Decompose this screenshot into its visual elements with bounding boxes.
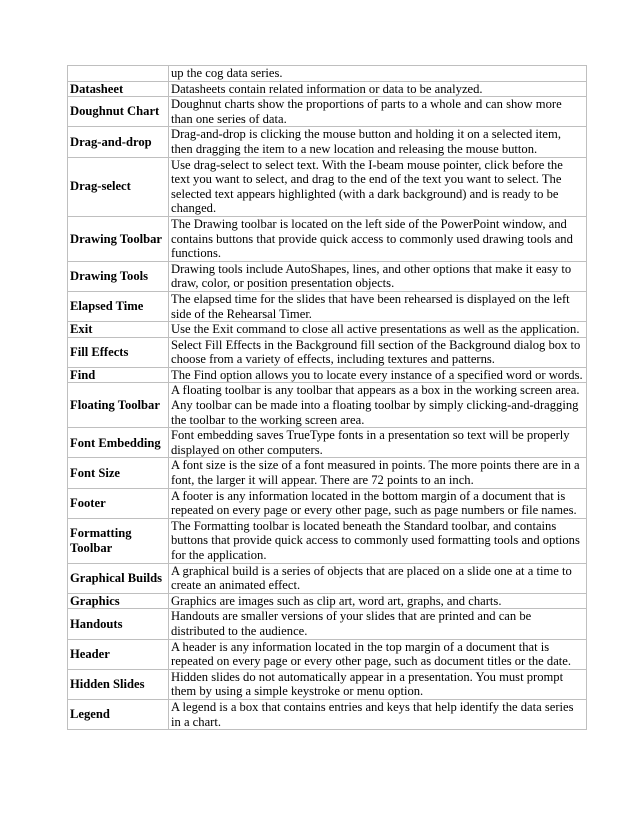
glossary-definition: A floating toolbar is any toolbar that appears as a box in the working screen area. Any toolbar can be made into a floating toolbar by simply clicking-and-dragging the toolbar to the working screen area.	[169, 383, 587, 428]
glossary-definition: Font embedding saves TrueType fonts in a presentation so text will be properly displayed on other computers.	[169, 428, 587, 458]
glossary-row	[68, 127, 587, 157]
glossary-definition: Select Fill Effects in the Background fill section of the Background dialog box to choose from a variety of effects, including textures and patterns.	[169, 337, 587, 367]
glossary-term: Font Embedding	[68, 428, 169, 458]
glossary-term: Graphical Builds	[68, 563, 169, 593]
glossary-term: Fill Effects	[68, 337, 169, 367]
glossary-term: Drag-select	[68, 157, 169, 216]
glossary-definition: A footer is any information located in the bottom margin of a document that is repeated on every page or every other page, such as page numbers or file names.	[169, 488, 587, 518]
glossary-definition: up the cog data series.	[169, 66, 587, 82]
glossary-definition: A font size is the size of a font measured in points. The more points there are in a font, the larger it will appear. There are 72 points to an inch.	[169, 458, 587, 488]
glossary-definition: The Drawing toolbar is located on the left side of the PowerPoint window, and contains buttons that provide quick access to commonly used drawing tools and functions.	[169, 216, 587, 261]
glossary-definition: A legend is a box that contains entries and keys that help identify the data series in a chart.	[169, 699, 587, 729]
glossary-row	[68, 337, 587, 367]
glossary-term: Elapsed Time	[68, 291, 169, 321]
glossary-definition: Handouts are smaller versions of your slides that are printed and can be distributed to the audience.	[169, 609, 587, 639]
glossary-term	[68, 66, 169, 82]
glossary-term: Formatting Toolbar	[68, 518, 169, 563]
glossary-term: Drawing Toolbar	[68, 216, 169, 261]
glossary-definition: Hidden slides do not automatically appear in a presentation. You must prompt them by using a simple keystroke or menu option.	[169, 669, 587, 699]
glossary-row	[68, 699, 587, 729]
glossary-term: Font Size	[68, 458, 169, 488]
glossary-definition: A header is any information located in the top margin of a document that is repeated on every page or every other page, such as document titles or the date.	[169, 639, 587, 669]
glossary-definition: The Formatting toolbar is located beneath the Standard toolbar, and contains buttons that provide quick access to commonly used formatting tools and options for the application.	[169, 518, 587, 563]
glossary-row	[68, 669, 587, 699]
glossary-definition: Use the Exit command to close all active presentations as well as the application.	[169, 322, 587, 338]
glossary-definition: Doughnut charts show the proportions of parts to a whole and can show more than one series of data.	[169, 97, 587, 127]
glossary-definition: Drawing tools include AutoShapes, lines, and other options that make it easy to draw, color, or position presentation objects.	[169, 261, 587, 291]
glossary-row	[68, 367, 587, 383]
glossary-term: Legend	[68, 699, 169, 729]
glossary-definition: Use drag-select to select text. With the I-beam mouse pointer, click before the text you want to select, and drag to the end of the text you want to select. The selected text appears highlighted (with a dark background) and is ready to be changed.	[169, 157, 587, 216]
glossary-row	[68, 383, 587, 428]
glossary-term: Floating Toolbar	[68, 383, 169, 428]
glossary-term: Graphics	[68, 593, 169, 609]
glossary-definition: Datasheets contain related information or data to be analyzed.	[169, 81, 587, 97]
glossary-term: Doughnut Chart	[68, 97, 169, 127]
glossary-row	[68, 322, 587, 338]
glossary-term: Find	[68, 367, 169, 383]
glossary-row	[68, 216, 587, 261]
glossary-body	[68, 66, 587, 730]
glossary-row	[68, 81, 587, 97]
glossary-row	[68, 639, 587, 669]
glossary-definition: A graphical build is a series of objects that are placed on a slide one at a time to create an animated effect.	[169, 563, 587, 593]
glossary-term: Handouts	[68, 609, 169, 639]
glossary-term: Exit	[68, 322, 169, 338]
glossary-term: Datasheet	[68, 81, 169, 97]
glossary-row	[68, 488, 587, 518]
glossary-definition: Drag-and-drop is clicking the mouse button and holding it on a selected item, then dragging the item to a new location and releasing the mouse button.	[169, 127, 587, 157]
glossary-term: Drag-and-drop	[68, 127, 169, 157]
glossary-row	[68, 291, 587, 321]
glossary-definition: Graphics are images such as clip art, word art, graphs, and charts.	[169, 593, 587, 609]
glossary-row	[68, 593, 587, 609]
glossary-term: Drawing Tools	[68, 261, 169, 291]
glossary-row	[68, 97, 587, 127]
glossary-row	[68, 66, 587, 82]
glossary-row	[68, 261, 587, 291]
glossary-row	[68, 518, 587, 563]
glossary-row	[68, 428, 587, 458]
glossary-definition: The Find option allows you to locate every instance of a specified word or words.	[169, 367, 587, 383]
glossary-term: Header	[68, 639, 169, 669]
glossary-row	[68, 609, 587, 639]
glossary-term: Hidden Slides	[68, 669, 169, 699]
glossary-row	[68, 157, 587, 216]
glossary-row	[68, 458, 587, 488]
glossary-term: Footer	[68, 488, 169, 518]
glossary-definition: The elapsed time for the slides that have been rehearsed is displayed on the left side of the Rehearsal Timer.	[169, 291, 587, 321]
glossary-row	[68, 563, 587, 593]
glossary-table	[67, 65, 587, 730]
